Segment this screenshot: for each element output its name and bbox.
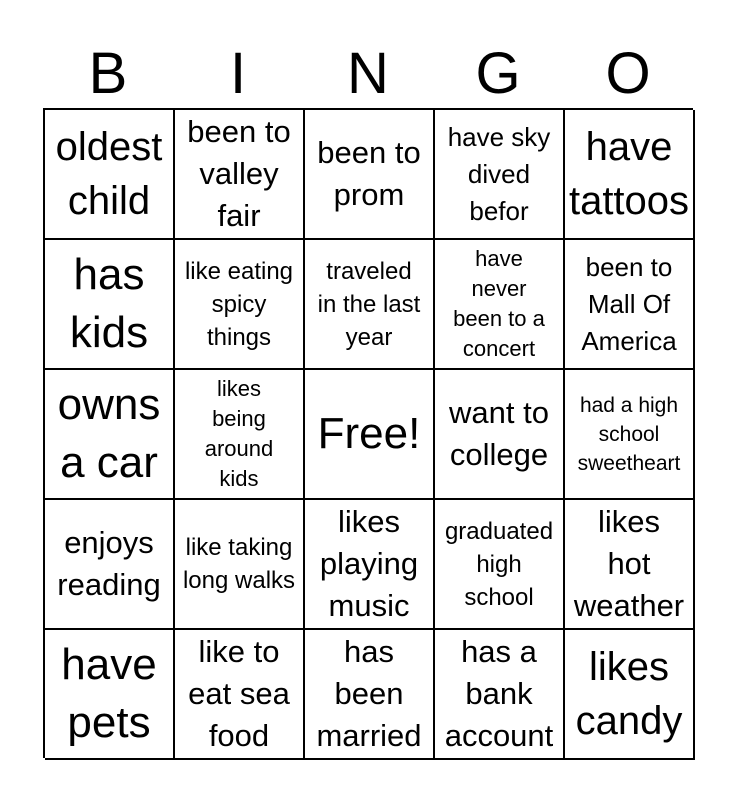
cell-text: oldest child bbox=[55, 125, 163, 223]
header-letter-n: N bbox=[347, 41, 389, 106]
bingo-cell[interactable] bbox=[565, 370, 695, 500]
cell-text: been to prom bbox=[317, 135, 421, 212]
bingo-cell[interactable] bbox=[175, 370, 305, 500]
bingo-cell[interactable] bbox=[175, 500, 305, 630]
bingo-cell[interactable] bbox=[305, 630, 435, 760]
bingo-cell[interactable] bbox=[175, 110, 305, 240]
bingo-cell[interactable] bbox=[565, 240, 695, 370]
cell-text: enjoys reading bbox=[57, 525, 161, 602]
bingo-cell[interactable] bbox=[175, 630, 305, 760]
bingo-cell[interactable] bbox=[435, 110, 565, 240]
bingo-cell[interactable] bbox=[435, 370, 565, 500]
bingo-cell[interactable] bbox=[45, 370, 175, 500]
cell-text: had a high school sweetheart bbox=[577, 393, 681, 475]
bingo-header bbox=[43, 40, 693, 108]
header-letter-g: G bbox=[475, 41, 521, 106]
header-letter-b: B bbox=[88, 41, 128, 106]
bingo-cell[interactable] bbox=[45, 110, 175, 240]
cell-text: likes candy bbox=[575, 645, 683, 743]
cell-text: likes being around kids bbox=[204, 376, 274, 491]
cell-text: likes playing music bbox=[319, 504, 419, 623]
bingo-cell[interactable] bbox=[45, 500, 175, 630]
bingo-cell[interactable] bbox=[435, 500, 565, 630]
header-letter-o: O bbox=[605, 41, 651, 106]
bingo-cell[interactable] bbox=[45, 240, 175, 370]
cell-text: has a bank account bbox=[444, 634, 554, 753]
cell-text: like taking long walks bbox=[182, 534, 296, 594]
cell-text: have sky dived befor bbox=[447, 121, 551, 226]
cell-text: been to Mall Of America bbox=[581, 251, 677, 356]
free-space[interactable] bbox=[305, 370, 435, 500]
cell-text: has been married bbox=[316, 634, 422, 753]
bingo-cell[interactable] bbox=[305, 500, 435, 630]
cell-text: have pets bbox=[61, 640, 157, 747]
free-space-label: Free! bbox=[317, 409, 421, 458]
cell-text: want to college bbox=[449, 395, 549, 472]
bingo-cell[interactable] bbox=[565, 110, 695, 240]
bingo-board bbox=[43, 108, 693, 758]
cell-text: have never been to a concert bbox=[453, 246, 545, 361]
cell-text: owns a car bbox=[57, 380, 161, 487]
cell-text: has kids bbox=[69, 250, 149, 357]
cell-text: like to eat sea food bbox=[188, 634, 290, 753]
cell-text: like eating spicy things bbox=[184, 257, 294, 351]
bingo-cell[interactable] bbox=[565, 500, 695, 630]
bingo-cell[interactable] bbox=[175, 240, 305, 370]
cell-text: been to valley fair bbox=[187, 114, 291, 233]
cell-text: likes hot weather bbox=[573, 504, 685, 623]
cell-text: traveled in the last year bbox=[317, 257, 421, 351]
bingo-cell[interactable] bbox=[435, 630, 565, 760]
cell-text: graduated high school bbox=[444, 517, 554, 611]
cell-text: have tattoos bbox=[568, 125, 690, 223]
bingo-cell[interactable] bbox=[565, 630, 695, 760]
bingo-cell[interactable] bbox=[45, 630, 175, 760]
bingo-cell[interactable] bbox=[305, 240, 435, 370]
bingo-cell[interactable] bbox=[305, 110, 435, 240]
header-letter-i: I bbox=[229, 41, 247, 106]
bingo-cell[interactable] bbox=[435, 240, 565, 370]
